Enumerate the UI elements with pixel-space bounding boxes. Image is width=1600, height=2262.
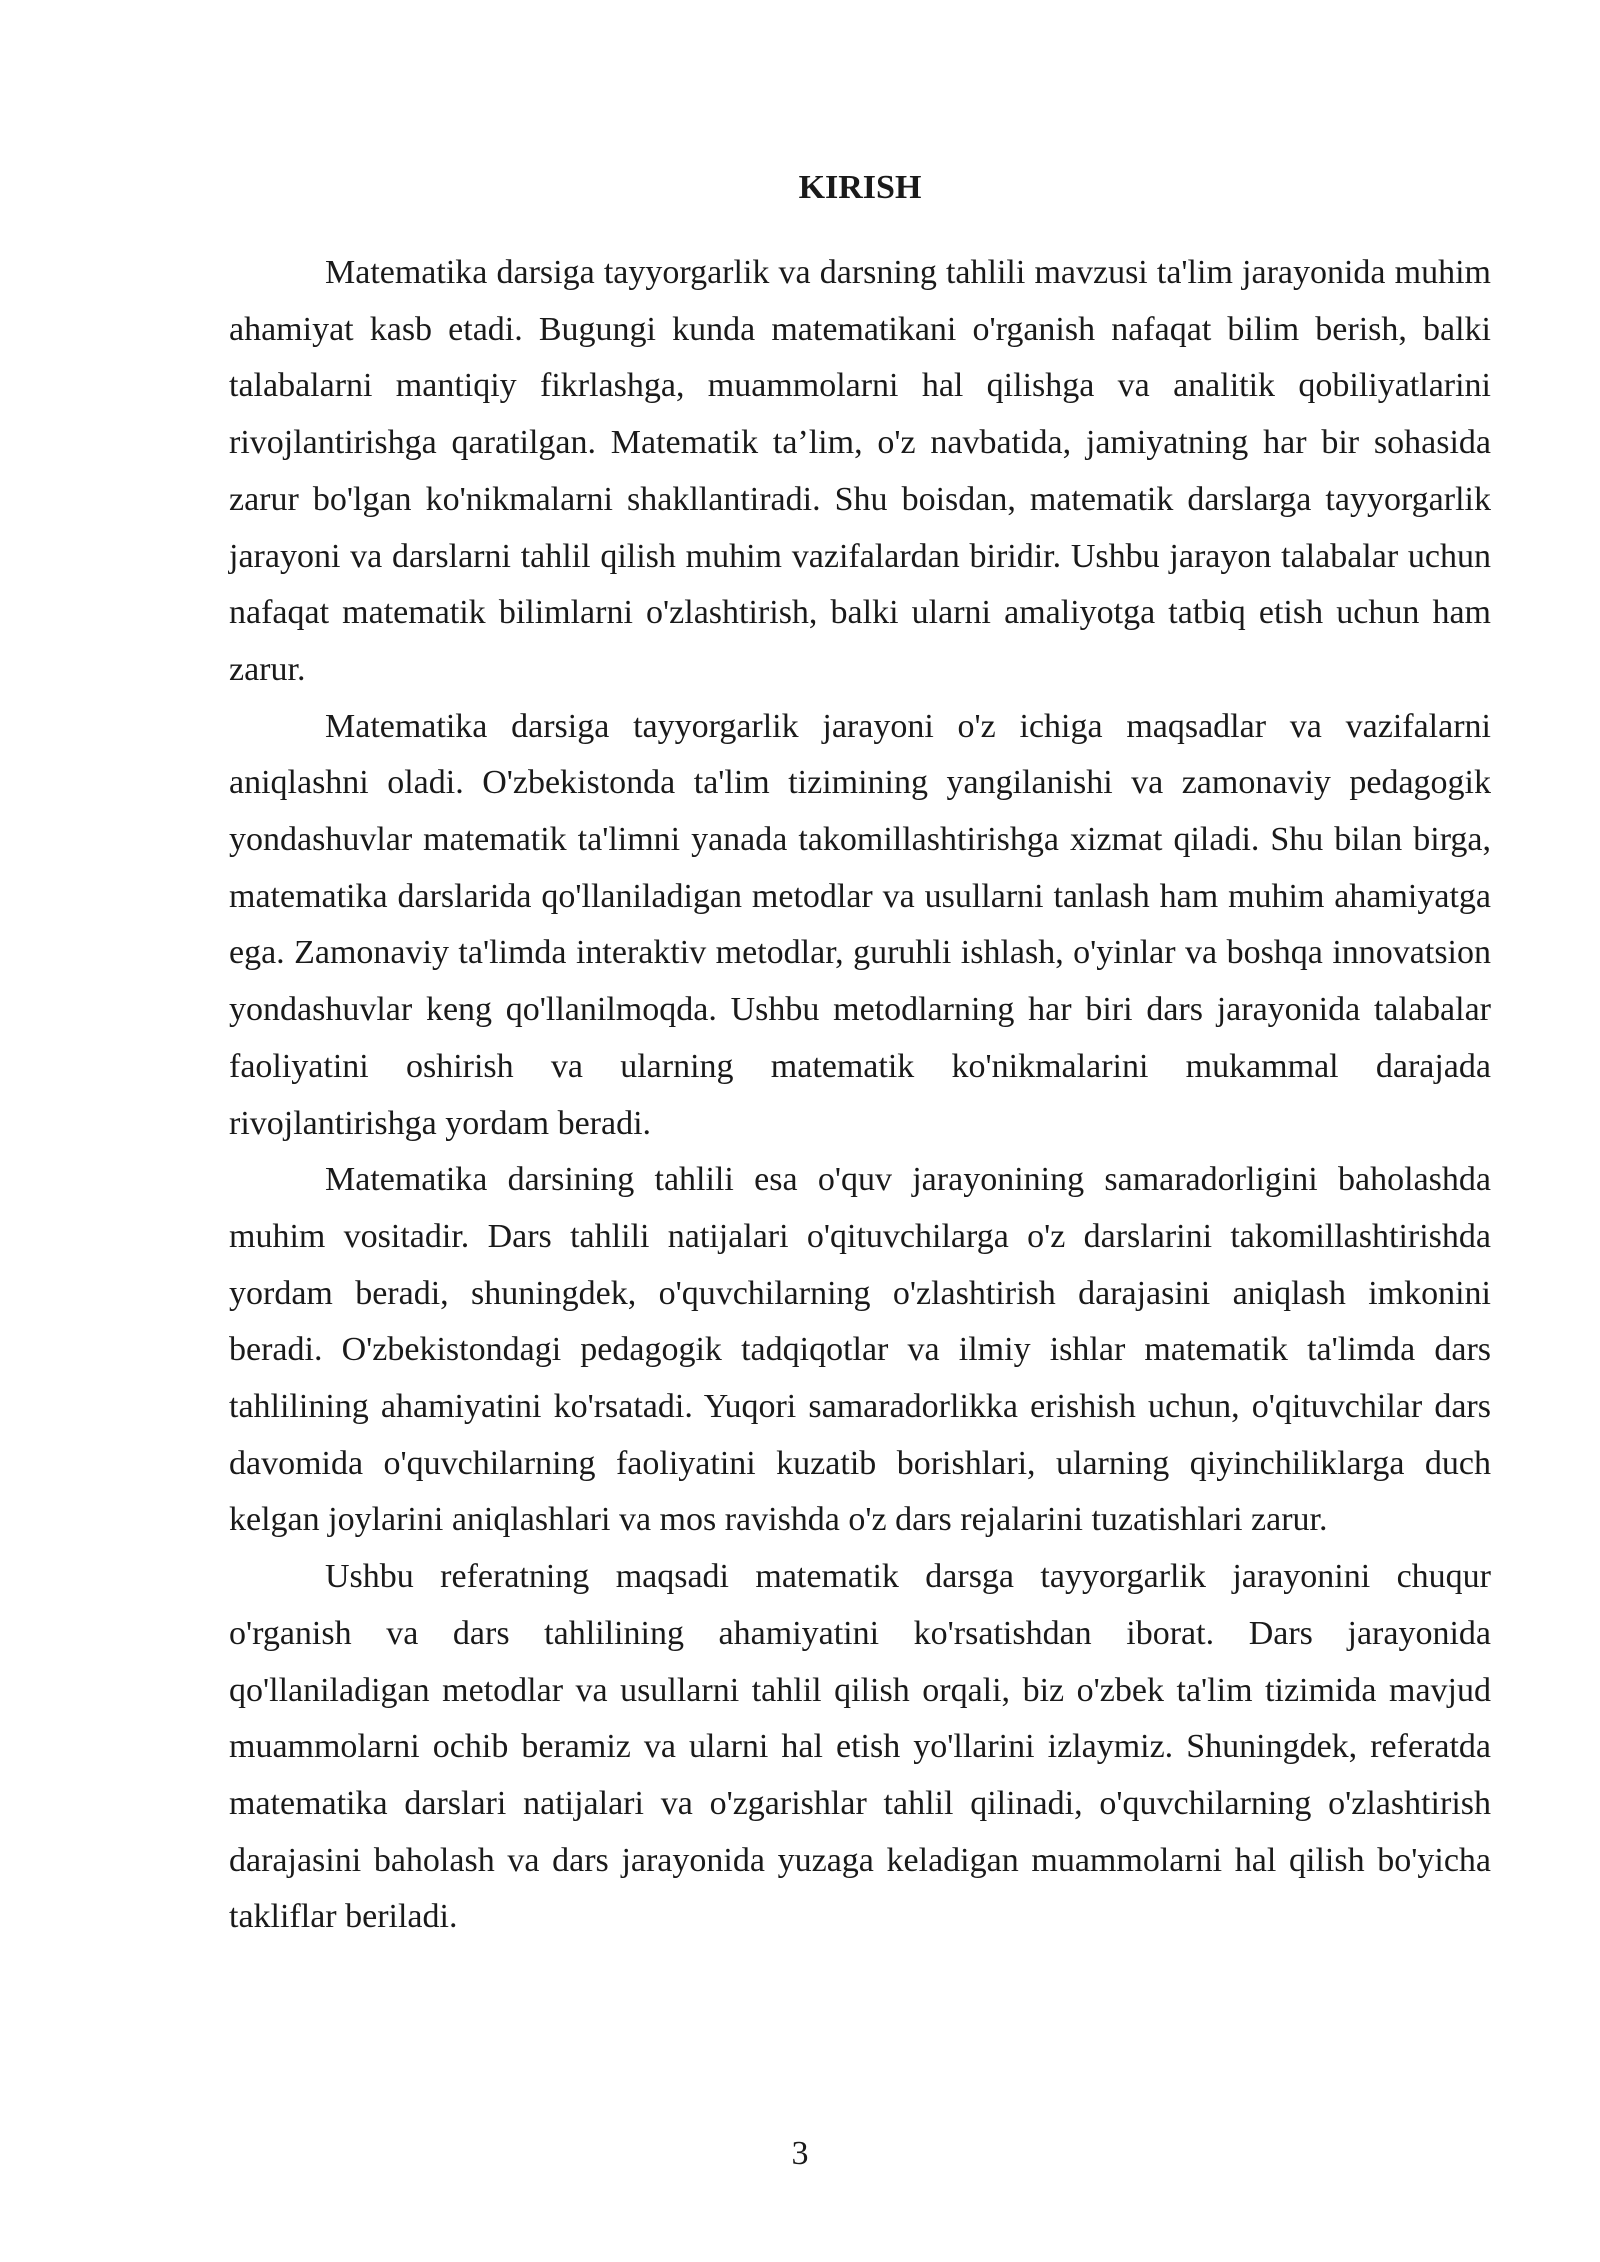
page-title: KIRISH [798, 169, 922, 206]
paragraph-1: Matematika darsiga tayyorgarlik va darsning tahlili mavzusi ta'lim jarayonida muhim ahamiyat kasb etadi. Bugungi kunda matematikani o'rganish nafaqat bilim berish, balki talabalarni mantiqiy fikrlashga, muammolarni hal qilishga va analitik qobiliyatlarini rivojlantirishga qaratilgan. Matematik ta’lim, o'z navbatida, jamiyatning har bir sohasida zarur bo'lgan ko'nikmalarni shakllantiradi. Shu boisdan, matematik darslarga tayyorgarlik jarayoni va darslarni tahlil qilish muhim vazifalardan biridir. Ushbu jarayon talabalar uchun nafaqat matematik bilimlarni o'zlashtirish, balki ularni amaliyotga tatbiq etish uchun ham zarur. [229, 254, 1491, 688]
paragraph-3: Matematika darsining tahlili esa o'quv jarayonining samaradorligini baholashda muhim vositadir. Dars tahlili natijalari o'qituvchilarga o'z darslarini takomillashtirishda yordam beradi, shuningdek, o'quvchilarning o'zlashtirish darajasini aniqlash imkonini beradi. O'zbekistondagi pedagogik tadqiqotlar va ilmiy ishlar matematik ta'limda dars tahlilining ahamiyatini ko'rsatadi. Yuqori samaradorlikka erishish uchun, o'qituvchilar dars davomida o'quvchilarning faoliyatini kuzatib borishlari, ularning qiyinchiliklarga duch kelgan joylarini aniqlashlari va mos ravishda o'z dars rejalarini tuzatishlari zarur. [229, 1161, 1491, 1539]
paragraph-4: Ushbu referatning maqsadi matematik darsga tayyorgarlik jarayonini chuqur o'rganish va dars tahlilining ahamiyatini ko'rsatishdan iborat. Dars jarayonida qo'llaniladigan metodlar va usullarni tahlil qilish orqali, biz o'zbek ta'lim tizimida mavjud muammolarni ochib beramiz va ularni hal etish yo'llarini izlaymiz. Shuningdek, referatda matematika darslari natijalari va o'zgarishlar tahlil qilinadi, o'quvchilarning o'zlashtirish darajasini baholash va dars jarayonida yuzaga keladigan muammolarni hal qilish bo'yicha takliflar beriladi. [229, 1558, 1491, 1936]
page-number: 3 [791, 2135, 809, 2172]
body-text [229, 245, 1491, 1946]
paragraph-2: Matematika darsiga tayyorgarlik jarayoni o'z ichiga maqsadlar va vazifalarni aniqlashni oladi. O'zbekistonda ta'lim tizimining yangilanishi va zamonaviy pedagogik yondashuvlar matematik ta'limni yanada takomillashtirishga xizmat qiladi. Shu bilan birga, matematika darslarida qo'llaniladigan metodlar va usullarni tanlash ham muhim ahamiyatga ega. Zamonaviy ta'limda interaktiv metodlar, guruhli ishlash, o'yinlar va boshqa innovatsion yondashuvlar keng qo'llanilmoqda. Ushbu metodlarning har biri dars jarayonida talabalar faoliyatini oshirish va ularning matematik ko'nikmalarini mukammal darajada rivojlantirishga yordam beradi. [229, 707, 1491, 1142]
